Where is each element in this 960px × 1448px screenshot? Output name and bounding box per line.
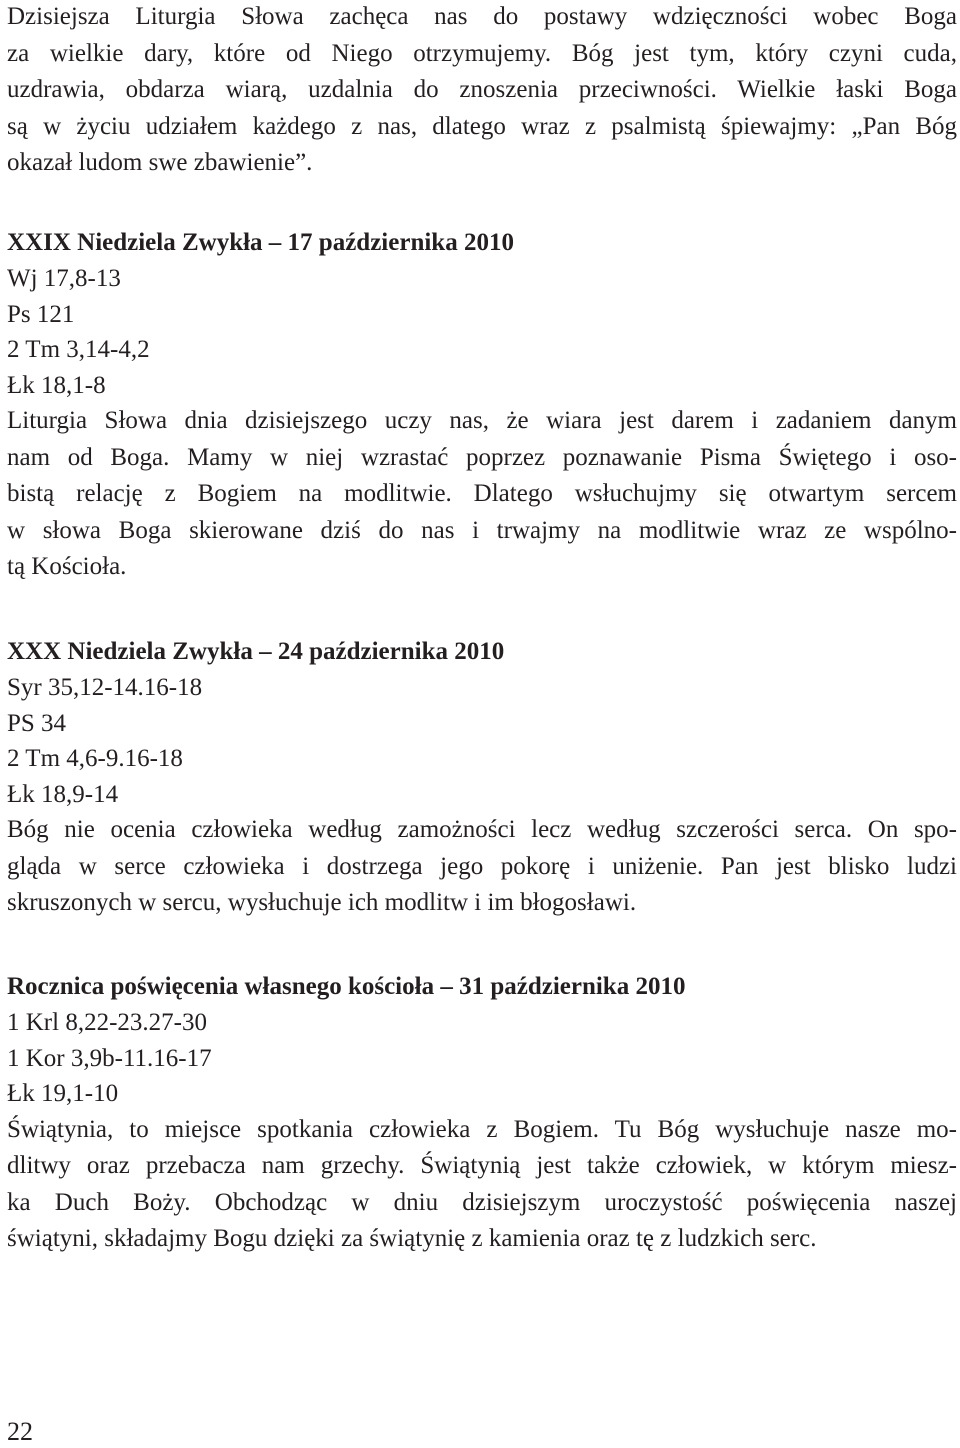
reading-reference: Łk 18,1-8 <box>7 371 106 399</box>
paragraph-line: świątyni, składajmy Bogu dzięki za świątynię z kamienia oraz tę z ludzkich serc. <box>7 1225 817 1252</box>
paragraph-line: bistą relację z Bogiem na modlitwie. Dlatego wsłuchujmy się otwartym sercem <box>7 480 957 507</box>
paragraph-line: nam od Boga. Mamy w niej wzrastać poprzez poznawanie Pisma Świętego i oso- <box>7 443 957 471</box>
sunday-section-xxx <box>7 634 957 922</box>
readings-list <box>7 261 957 403</box>
intro-section <box>7 0 957 182</box>
paragraph-line: Świątynia, to miejsce spotkania człowieka z Bogiem. Tu Bóg wysłuchuje nasze mo- <box>7 1115 957 1143</box>
reading-reference: 2 Tm 3,14-4,2 <box>7 336 150 363</box>
reading-reference: Łk 18,9-14 <box>7 780 119 808</box>
paragraph-line: w słowa Boga skierowane dziś do nas i trwajmy na modlitwie wraz ze wspólno- <box>7 516 957 544</box>
reading-reference: 1 Krl 8,22-23.27-30 <box>7 1009 207 1036</box>
paragraph-line: są w życiu udziałem każdego z nas, dlatego wraz z psalmistą śpiewajmy: „Pan Bóg <box>7 112 957 140</box>
paragraph-line: za wielkie dary, które od Niego otrzymujemy. Bóg jest tym, który czyni cuda, <box>7 39 957 67</box>
paragraph-line: okazał ludom swe zbawienie”. <box>7 149 313 176</box>
page-number: 22 <box>7 1417 33 1446</box>
reading-reference: Syr 35,12-14.16-18 <box>7 674 203 701</box>
reading-reference: Ps 121 <box>7 300 75 328</box>
section-paragraph <box>7 403 957 586</box>
section-paragraph <box>7 1112 957 1258</box>
readings-list <box>7 1005 957 1112</box>
intro-paragraph <box>7 0 957 182</box>
section-paragraph <box>7 812 957 922</box>
paragraph-line: Bóg nie ocenia człowieka według zamożności lecz według szczerości serca. On spo- <box>7 816 957 843</box>
paragraph-line: ka Duch Boży. Obchodząc w dniu dzisiejszym uroczystość poświęcenia naszej <box>7 1188 957 1216</box>
reading-reference: 1 Kor 3,9b-11.16-17 <box>7 1044 212 1072</box>
reading-reference: 2 Tm 4,6-9.16-18 <box>7 745 183 772</box>
reading-reference: Wj 17,8-13 <box>7 265 121 292</box>
sunday-section-xxix <box>7 225 957 586</box>
paragraph-line: tą Kościoła. <box>7 553 127 580</box>
paragraph-line: uzdrawia, obdarza wiarą, uzdalnia do znoszenia przeciwności. Wielkie łaski Boga <box>7 76 957 103</box>
section-heading: Rocznica poświęcenia własnego kościoła – 31 października 2010 <box>7 973 686 1000</box>
paragraph-line: Liturgia Słowa dnia dzisiejszego uczy nas, że wiara jest darem i zadaniem danym <box>7 407 957 434</box>
paragraph-line: Dzisiejsza Liturgia Słowa zachęca nas do postawy wdzięczności wobec Boga <box>7 3 957 30</box>
readings-list <box>7 670 957 812</box>
reading-reference: PS 34 <box>7 709 67 737</box>
dedication-anniversary-section <box>7 969 957 1258</box>
paragraph-line: gląda w serce człowieka i dostrzega jego pokorę i uniżenie. Pan jest blisko ludzi <box>7 852 957 880</box>
paragraph-line: dlitwy oraz przebacza nam grzechy. Świątynią jest także człowiek, w którym miesz- <box>7 1152 957 1179</box>
reading-reference: Łk 19,1-10 <box>7 1080 119 1107</box>
paragraph-line: skruszonych w sercu, wysłuchuje ich modlitw i im błogosławi. <box>7 889 637 916</box>
section-heading: XXX Niedziela Zwykła – 24 października 2010 <box>7 638 505 665</box>
section-heading: XXIX Niedziela Zwykła – 17 października 2010 <box>7 229 514 256</box>
